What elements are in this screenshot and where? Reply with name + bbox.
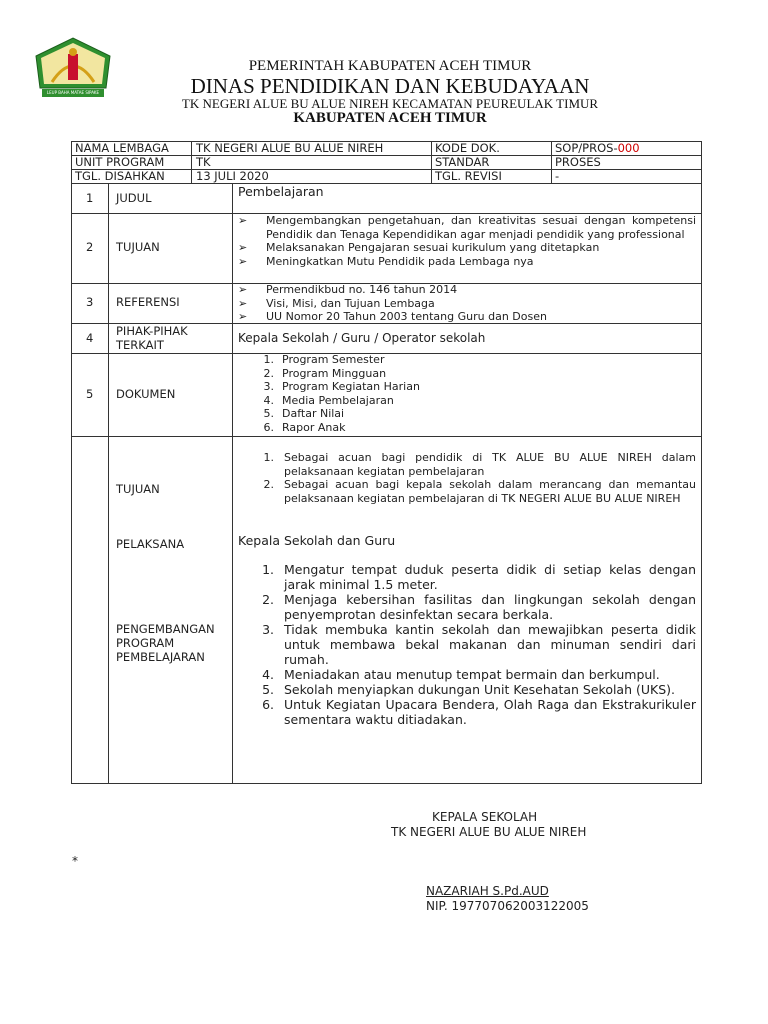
signature-title: KEPALA SEKOLAH xyxy=(432,810,538,824)
kode-dok-value xyxy=(555,142,640,155)
list-item-text: Sebagai acuan bagi kepala sekolah dalam merancang dan memantau pelaksanaan kegiatan pembelajaran di TK NEGERI ALUE BU ALUE NIREH xyxy=(284,478,696,505)
referensi-list xyxy=(238,283,696,324)
list-item-text: Tidak membuka kantin sekolah dan mewajibkan peserta didik untuk membawa bekal makanan dan minuman sendiri dari rumah. xyxy=(284,622,696,667)
list-item xyxy=(232,697,696,727)
divider xyxy=(431,141,432,183)
list-number: 1. xyxy=(263,353,274,366)
list-number: 3. xyxy=(262,622,274,637)
list-item xyxy=(232,478,696,505)
pelaksana-value: Kepala Sekolah dan Guru xyxy=(238,533,396,548)
list-item xyxy=(232,682,696,697)
pengembangan-label-line1: PENGEMBANGAN xyxy=(116,622,215,636)
header-line-3: TK NEGERI ALUE BU ALUE NIREH KECAMATAN PEUREULAK TIMUR xyxy=(181,96,599,111)
list-item-text: Meningkatkan Mutu Pendidik pada Lembaga nya xyxy=(266,254,534,268)
arrow-icon: ➢ xyxy=(238,296,248,310)
list-item xyxy=(232,592,696,622)
row-number: 4 xyxy=(86,331,94,345)
header-line-2: DINAS PENDIDIKAN DAN KEBUDAYAAN xyxy=(190,74,590,98)
list-item xyxy=(232,451,696,478)
list-number: 2. xyxy=(262,592,274,607)
row-number: 2 xyxy=(86,240,94,254)
tgl-disahkan-value: 13 JULI 2020 xyxy=(196,169,269,183)
list-item-text: Media Pembelajaran xyxy=(282,393,394,407)
tgl-disahkan-label: TGL. DISAHKAN xyxy=(75,169,165,183)
row-number: 5 xyxy=(86,387,94,401)
list-item xyxy=(254,367,694,381)
signature-school: TK NEGERI ALUE BU ALUE NIREH xyxy=(391,825,587,839)
list-item-text: Program Semester xyxy=(282,353,385,366)
list-number: 6. xyxy=(262,697,274,712)
list-item xyxy=(254,421,694,435)
arrow-icon: ➢ xyxy=(238,241,248,254)
list-item xyxy=(238,214,696,241)
list-number: 2. xyxy=(263,478,274,491)
list-item-text: UU Nomor 20 Tahun 2003 tentang Guru dan Dosen xyxy=(266,310,547,323)
list-item xyxy=(254,407,694,421)
list-item-text: Permendikbud no. 146 tahun 2014 xyxy=(266,283,458,296)
pihak-label-line1: PIHAK-PIHAK xyxy=(116,324,188,338)
list-item xyxy=(238,241,696,255)
kode-dok-label: KODE DOK. xyxy=(435,141,500,155)
standar-label: STANDAR xyxy=(435,155,490,169)
asterisk: * xyxy=(72,854,78,868)
list-item-text: Melaksanakan Pengajaran sesuai kurikulum yang ditetapkan xyxy=(266,241,600,254)
list-item xyxy=(232,562,696,592)
list-number: 1. xyxy=(263,451,274,464)
divider xyxy=(551,141,552,183)
arrow-icon: ➢ xyxy=(238,310,248,323)
nama-lembaga-value: TK NEGERI ALUE BU ALUE NIREH xyxy=(196,141,384,155)
pengembangan-label-line2: PROGRAM xyxy=(116,636,175,650)
list-item xyxy=(238,297,696,311)
list-item xyxy=(238,310,696,324)
divider xyxy=(71,169,702,170)
list-item xyxy=(232,622,696,667)
list-item-text: Mengembangkan pengetahuan, dan kreativitas sesuai dengan kompetensi Pendidik dan Tenaga Kependidikan agar menjadi pendidik yang professional xyxy=(266,214,696,241)
tujuan-list xyxy=(238,214,696,268)
list-item-text: Sebagai acuan bagi pendidik di TK ALUE BU ALUE NIREH dalam pelaksanaan kegiatan pembelajaran xyxy=(284,451,696,478)
list-item xyxy=(254,394,694,408)
header-line-1: PEMERINTAH KABUPATEN ACEH TIMUR xyxy=(248,58,532,74)
divider xyxy=(108,183,109,784)
pelaksana-label: PELAKSANA xyxy=(116,537,185,551)
list-item-text: Daftar Nilai xyxy=(282,407,345,420)
signature-name: NAZARIAH S.Pd.AUD xyxy=(426,884,549,898)
tgl-revisi-value: - xyxy=(555,169,560,183)
judul-label: JUDUL xyxy=(116,191,152,205)
tujuan-section-list xyxy=(232,451,696,505)
kode-dok-number: 000 xyxy=(617,141,640,155)
divider xyxy=(191,141,192,183)
unit-program-value: TK xyxy=(196,155,211,169)
referensi-label: REFERENSI xyxy=(116,295,180,309)
list-number: 4. xyxy=(263,393,274,407)
list-number: 5. xyxy=(262,682,274,697)
nama-lembaga-label: NAMA LEMBAGA xyxy=(75,141,169,155)
list-item xyxy=(232,667,696,682)
pihak-label-line2: TERKAIT xyxy=(116,338,164,352)
row-number: 3 xyxy=(86,295,94,309)
list-item-text: Visi, Misi, dan Tujuan Lembaga xyxy=(266,296,435,310)
divider xyxy=(71,436,702,437)
list-item-text: Menjaga kebersihan fasilitas dan lingkungan sekolah dengan penyemprotan desinfektan secara berkala. xyxy=(284,592,696,622)
kode-dok-prefix: SOP/PROS- xyxy=(555,141,618,155)
header-line-4: KABUPATEN ACEH TIMUR xyxy=(293,110,487,126)
tujuan-label: TUJUAN xyxy=(116,240,160,254)
signature-nip: NIP. 197707062003122005 xyxy=(426,899,589,913)
list-item-text: Mengatur tempat duduk peserta didik di setiap kelas dengan jarak minimal 1.5 meter. xyxy=(284,562,696,592)
list-item-text: Sekolah menyiapkan dukungan Unit Kesehatan Sekolah (UKS). xyxy=(284,682,675,697)
list-number: 4. xyxy=(262,667,274,682)
list-item xyxy=(254,353,694,367)
standar-value: PROSES xyxy=(555,155,601,169)
dokumen-list xyxy=(254,353,694,434)
divider xyxy=(71,155,702,156)
list-number: 2. xyxy=(263,366,274,380)
list-number: 6. xyxy=(263,420,274,434)
list-item xyxy=(238,283,696,297)
judul-value: Pembelajaran xyxy=(238,184,324,199)
list-item-text: Rapor Anak xyxy=(282,420,346,434)
list-number: 1. xyxy=(262,562,274,577)
arrow-icon: ➢ xyxy=(238,214,248,227)
pengembangan-list xyxy=(232,562,696,727)
list-item xyxy=(238,255,696,269)
list-item-text: Program Mingguan xyxy=(282,366,387,380)
list-item-text: Untuk Kegiatan Upacara Bendera, Olah Raga dan Ekstrakurikuler sementara waktu ditiadakan. xyxy=(284,697,696,727)
divider xyxy=(71,183,702,184)
list-item-text: Program Kegiatan Harian xyxy=(282,380,420,393)
unit-program-label: UNIT PROGRAM xyxy=(75,155,165,169)
arrow-icon: ➢ xyxy=(238,283,248,296)
dokumen-label: DOKUMEN xyxy=(116,387,176,401)
list-number: 3. xyxy=(263,380,274,393)
list-item xyxy=(254,380,694,394)
list-item-text: Meniadakan atau menutup tempat bermain dan berkumpul. xyxy=(284,667,660,682)
pihak-value: Kepala Sekolah / Guru / Operator sekolah xyxy=(238,331,486,345)
list-number: 5. xyxy=(263,407,274,420)
arrow-icon: ➢ xyxy=(238,254,248,268)
row-number: 1 xyxy=(86,191,94,205)
tgl-revisi-label: TGL. REVISI xyxy=(435,169,502,183)
pengembangan-label-line3: PEMBELAJARAN xyxy=(116,650,205,664)
logo-text: LEUP BAHA MATAE SIPAKE xyxy=(46,90,100,95)
tujuan-section-label: TUJUAN xyxy=(116,482,160,496)
